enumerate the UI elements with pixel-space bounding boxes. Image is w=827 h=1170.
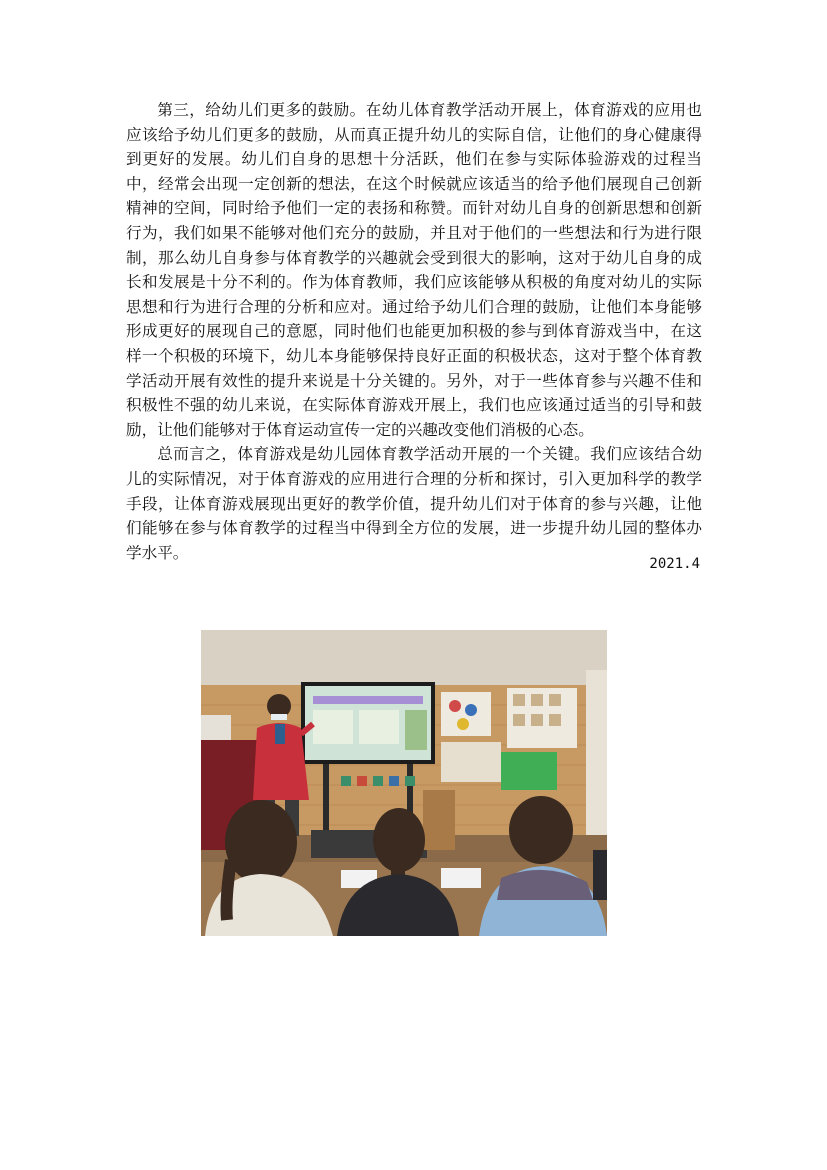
body-text bbox=[126, 98, 702, 565]
paragraph-encouragement: 第三，给幼儿们更多的鼓励。在幼儿体育教学活动开展上，体育游戏的应用也应该给予幼儿们更多的鼓励，从而真正提升幼儿的实际自信，让他们的身心健康得到更好的发展。幼儿们自身的思想十分活跃，他们在参与实际体验游戏的过程当中，经常会出现一定创新的想法，在这个时候就应该适当的给予他们展现自己创新精神的空间，同时给予他们一定的表扬和称赞。而针对幼儿自身的创新思想和创新行为，我们如果不能够对他们充分的鼓励，并且对于他们的一些想法和行为进行限制，那么幼儿自身参与体育教学的兴趣就会受到很大的影响，这对于幼儿自身的成长和发展是十分不利的。作为体育教师，我们应该能够从积极的角度对幼儿的实际思想和行为进行合理的分析和应对。通过给予幼儿们合理的鼓励，让他们本身能够形成更好的展现自己的意愿，同时他们也能更加积极的参与到体育游戏当中，在这样一个积极的环境下，幼儿本身能够保持良好正面的积极状态，这对于整个体育教学活动开展有效性的提升来说是十分关键的。另外，对于一些体育参与兴趣不佳和积极性不强的幼儿来说，在实际体育游戏开展上，我们也应该通过适当的引导和鼓励，让他们能够对于体育运动宣传一定的兴趣改变他们消极的心态。 bbox=[126, 101, 702, 439]
photo-doorway bbox=[586, 670, 607, 850]
photo-green-board bbox=[501, 752, 557, 790]
classroom-photo-illustration bbox=[201, 630, 607, 936]
photo-poster-left bbox=[441, 692, 491, 736]
photo-small-cards bbox=[441, 742, 501, 782]
photo-wooden-box bbox=[423, 790, 455, 850]
classroom-photo bbox=[201, 630, 607, 936]
document-date: 2021.4 bbox=[649, 556, 700, 572]
paragraph-conclusion: 总而言之，体育游戏是幼儿园体育教学活动开展的一个关键。我们应该结合幼儿的实际情况，对于体育游戏的应用进行合理的分析和探讨，引入更加科学的教学手段，让体育游戏展现出更好的教学价值，提升幼儿们对于体育的参与兴趣，让他们能够在参与体育教学的过程当中得到全方位的发展，进一步提升幼儿园的整体办学水平。 bbox=[126, 445, 702, 562]
